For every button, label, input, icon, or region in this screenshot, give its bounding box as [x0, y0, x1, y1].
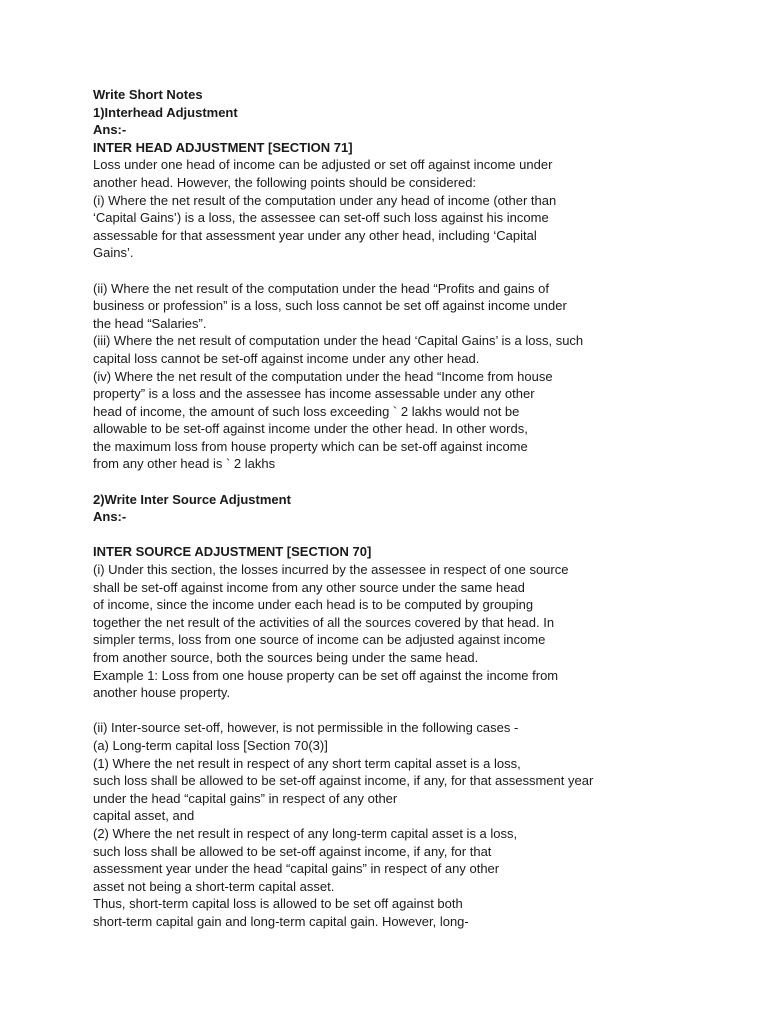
- text-line: together the net result of the activities of all the sources covered by that head. In: [93, 614, 555, 630]
- document-body: [93, 86, 753, 931]
- text-line: under the head “capital gains” in respect of any other: [93, 790, 398, 806]
- text-line: Loss under one head of income can be adjusted or set off against income under: [93, 157, 553, 173]
- text-line: business or profession” is a loss, such loss cannot be set off against income under: [93, 298, 567, 314]
- heading-line: 1)Interhead Adjustment: [93, 104, 238, 120]
- text-line: (i) Where the net result of the computation under any head of income (other than: [93, 192, 557, 208]
- text-line: capital loss cannot be set-off against income under any other head.: [93, 350, 480, 366]
- text-line: shall be set-off against income from any other source under the same head: [93, 579, 525, 595]
- text-line: (2) Where the net result in respect of any long-term capital asset is a loss,: [93, 825, 518, 841]
- blank-line: [93, 526, 753, 544]
- text-line: assessment year under the head “capital gains” in respect of any other: [93, 861, 500, 877]
- heading-line: INTER SOURCE ADJUSTMENT [SECTION 70]: [93, 544, 372, 560]
- text-line: short-term capital gain and long-term capital gain. However, long-: [93, 913, 469, 929]
- text-line: another head. However, the following points should be considered:: [93, 174, 477, 190]
- text-line: Example 1: Loss from one house property can be set off against the income from: [93, 667, 559, 683]
- text-line: another house property.: [93, 685, 231, 701]
- text-line: allowable to be set-off against income under the other head. In other words,: [93, 421, 528, 437]
- text-line: (a) Long-term capital loss [Section 70(3)]: [93, 737, 328, 753]
- document-page: [93, 86, 753, 931]
- text-line: from any other head is ` 2 lakhs: [93, 456, 276, 472]
- text-line: (1) Where the net result in respect of any short term capital asset is a loss,: [93, 755, 521, 771]
- text-line: asset not being a short-term capital asset.: [93, 878, 335, 894]
- text-line: simpler terms, loss from one source of income can be adjusted against income: [93, 632, 546, 648]
- text-line: capital asset, and: [93, 808, 195, 824]
- text-line: from another source, both the sources being under the same head.: [93, 650, 479, 665]
- text-line: (ii) Where the net result of the computation under the head “Profits and gains of: [93, 280, 549, 296]
- heading-line: Write Short Notes: [93, 87, 203, 102]
- blank-line: [93, 262, 753, 280]
- text-line: such loss shall be allowed to be set-off against income, if any, for that: [93, 843, 492, 859]
- text-line: Thus, short-term capital loss is allowed to be set off against both: [93, 896, 463, 912]
- text-line: ‘Capital Gains’) is a loss, the assessee can set-off such loss against his income: [93, 210, 549, 226]
- text-line: assessable for that assessment year under any other head, including ‘Capital: [93, 227, 537, 243]
- heading-line: 2)Write Inter Source Adjustment: [93, 491, 291, 507]
- heading-line: Ans:-: [93, 509, 127, 525]
- blank-line: [93, 702, 753, 720]
- text-line: head of income, the amount of such loss exceeding ` 2 lakhs would not be: [93, 403, 520, 419]
- text-line: (iv) Where the net result of the computation under the head “Income from house: [93, 368, 553, 384]
- text-line: the maximum loss from house property which can be set-off against income: [93, 438, 528, 454]
- text-line: of income, since the income under each head is to be computed by grouping: [93, 597, 534, 613]
- text-line: Gains’.: [93, 245, 134, 261]
- text-line: property” is a loss and the assessee has income assessable under any other: [93, 386, 535, 402]
- blank-line: [93, 473, 753, 491]
- text-line: (iii) Where the net result of computation under the head ‘Capital Gains’ is a loss, such: [93, 333, 584, 349]
- heading-line: INTER HEAD ADJUSTMENT [SECTION 71]: [93, 139, 353, 155]
- text-line: such loss shall be allowed to be set-off against income, if any, for that assessment year: [93, 773, 594, 789]
- text-line: (ii) Inter-source set-off, however, is not permissible in the following cases -: [93, 720, 519, 736]
- text-line: the head “Salaries”.: [93, 315, 207, 331]
- text-line: (i) Under this section, the losses incurred by the assessee in respect of one source: [93, 562, 569, 578]
- heading-line: Ans:-: [93, 122, 127, 138]
